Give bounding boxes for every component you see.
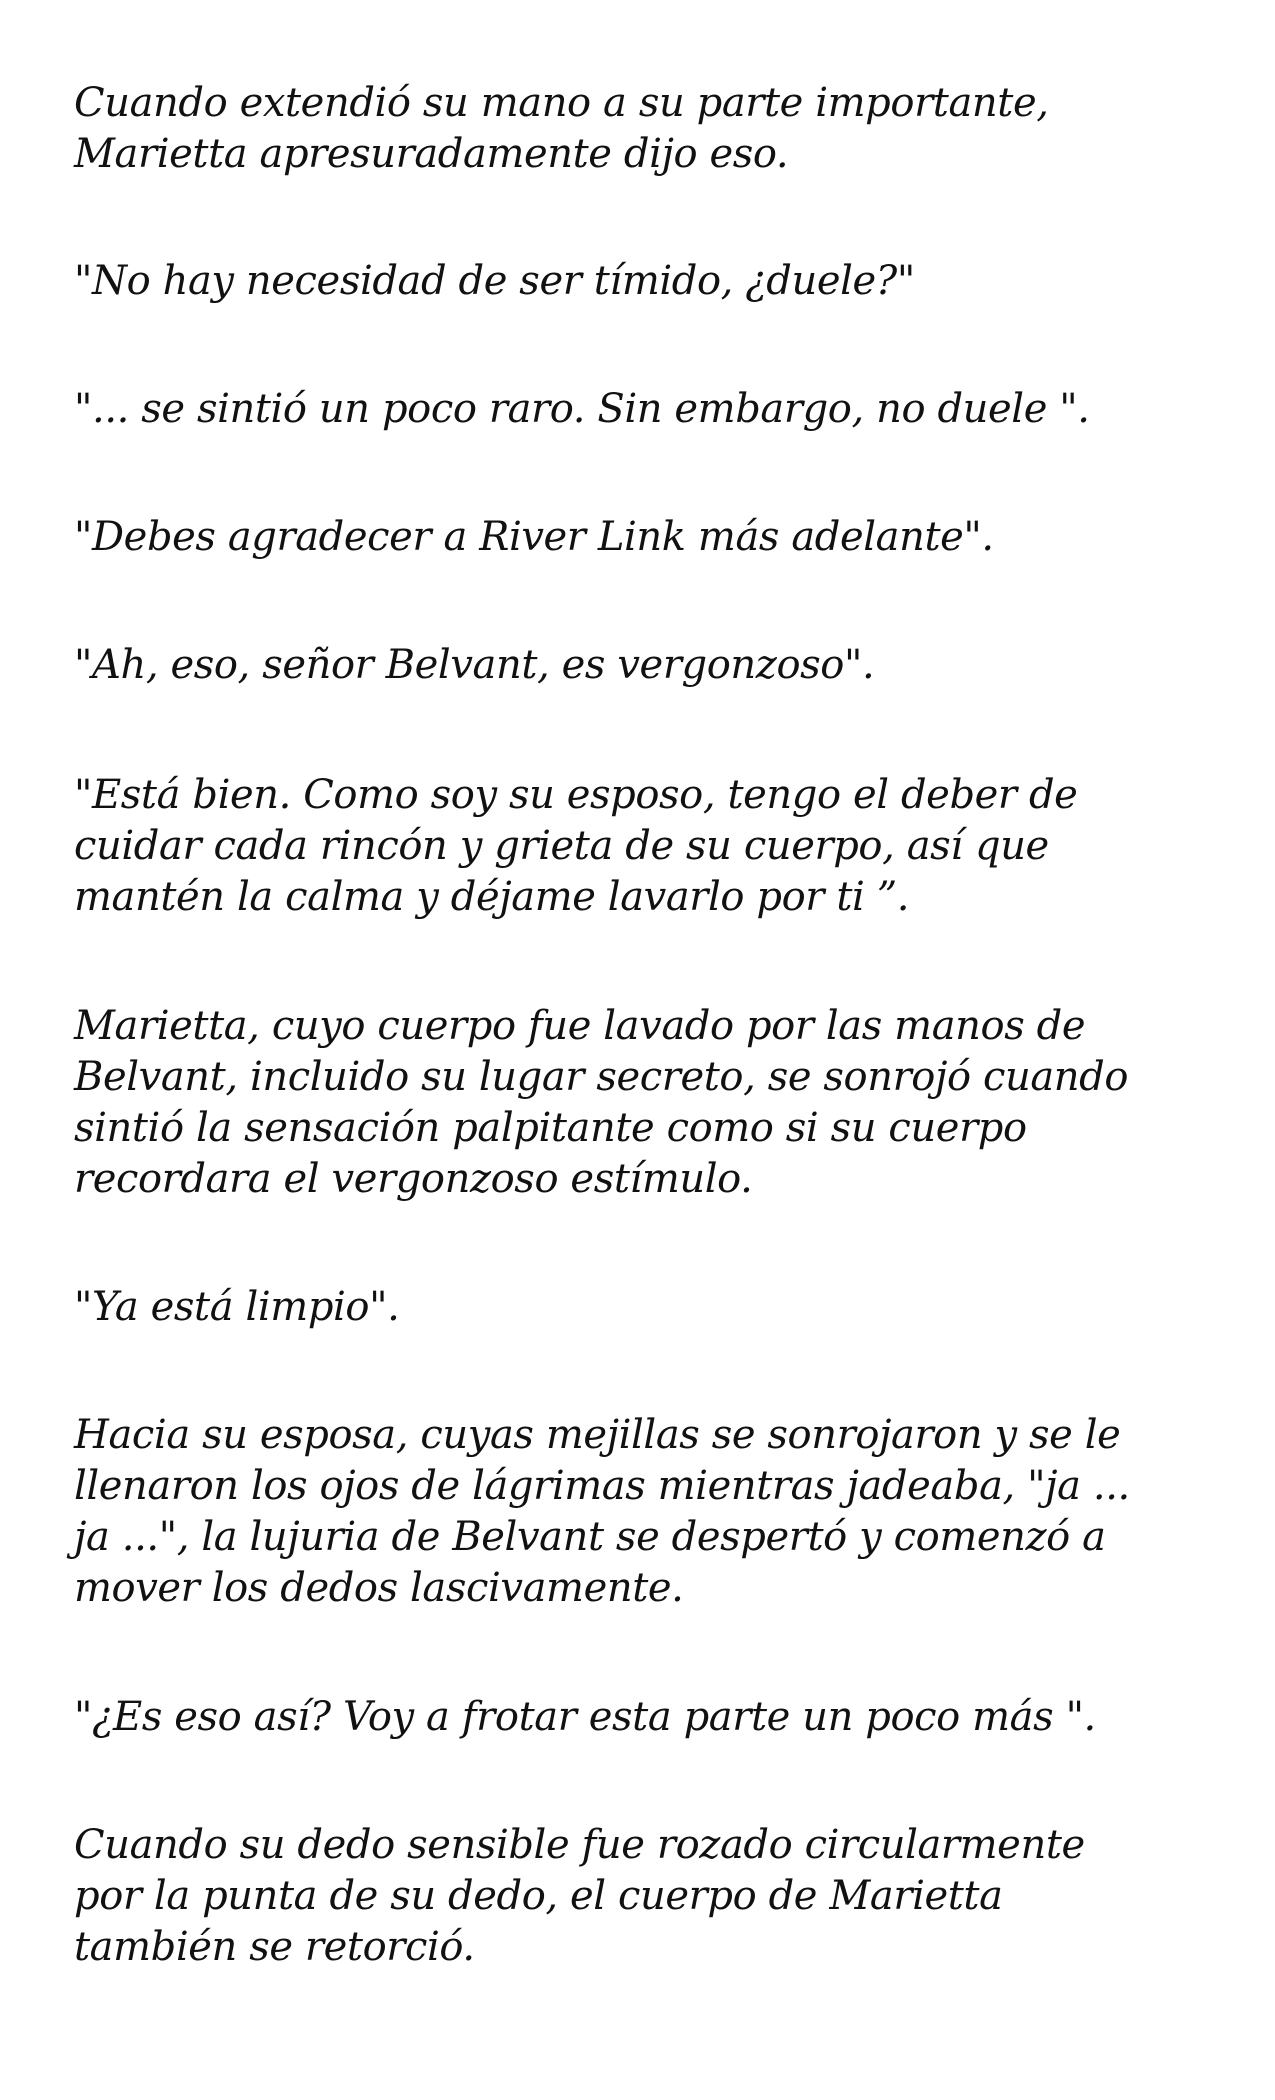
paragraph-4: "Debes agradecer a River Link más adelante". — [74, 514, 994, 560]
paragraph-9: Hacia su esposa, cuyas mejillas se sonrojaron y se le llenaron los ojos de lágrimas mientras jadeaba, "ja ... ja ...", la lujuria de Belvant se despertó y comenzó a mover los dedos lascivamente. — [74, 1412, 1130, 1611]
paragraph-1: Cuando extendió su mano a su parte importante, Marietta apresuradamente dijo eso. — [74, 80, 1049, 177]
paragraph-2: "No hay necesidad de ser tímido, ¿duele?" — [74, 258, 915, 304]
paragraph-3: "... se sintió un poco raro. Sin embargo, no duele ". — [74, 386, 1090, 432]
paragraph-10: "¿Es eso así? Voy a frotar esta parte un poco más ". — [74, 1694, 1096, 1740]
paragraph-6: "Está bien. Como soy su esposo, tengo el deber de cuidar cada rincón y grieta de su cuerpo, así que mantén la calma y déjame lavarlo por ti ”. — [74, 772, 1078, 920]
paragraph-8: "Ya está limpio". — [74, 1284, 400, 1330]
paragraph-5: "Ah, eso, señor Belvant, es vergonzoso". — [74, 642, 875, 688]
paragraph-7: Marietta, cuyo cuerpo fue lavado por las manos de Belvant, incluido su lugar secreto, se sonrojó cuando sintió la sensación palpitante como si su cuerpo recordara el vergonzoso estímulo. — [74, 1003, 1129, 1202]
paragraph-11: Cuando su dedo sensible fue rozado circularmente por la punta de su dedo, el cuerpo de Marietta también se retorció. — [74, 1822, 1085, 1970]
